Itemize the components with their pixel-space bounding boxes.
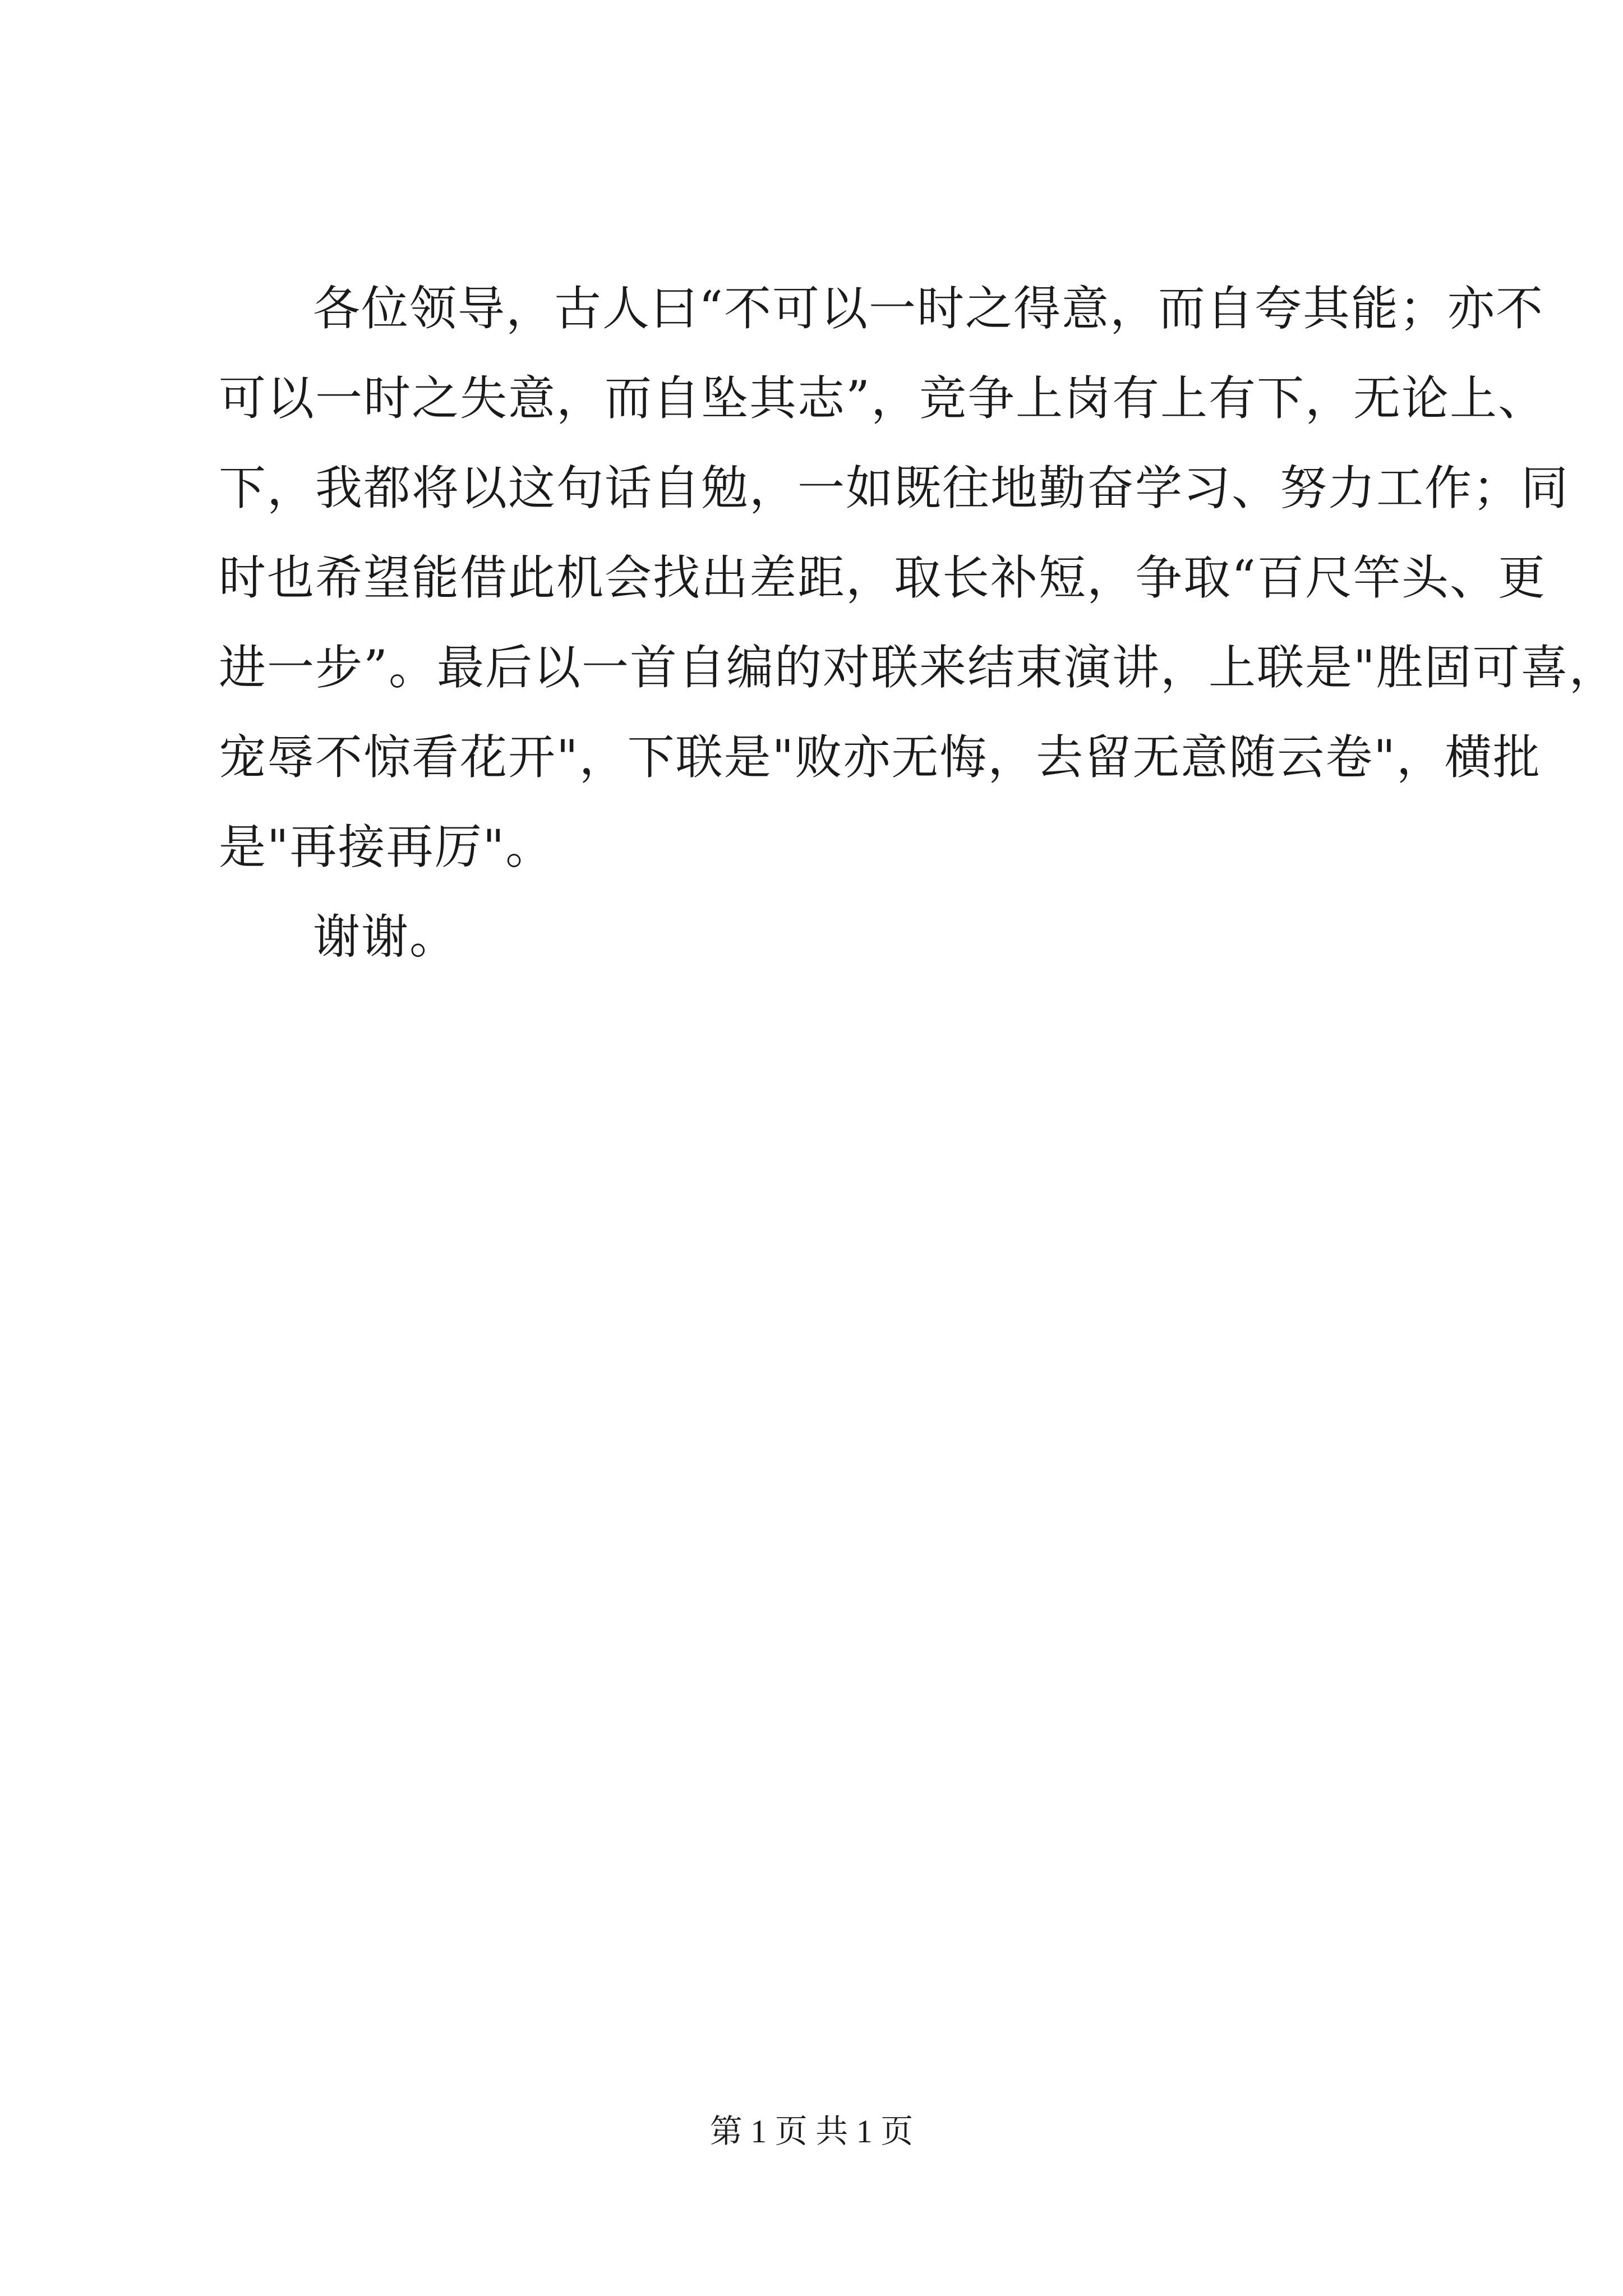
page-footer: 第 1 页 共 1 页 bbox=[709, 2113, 914, 2150]
paragraph-line-1: 各位领导，古人曰“不可以一时之得意，而自夸其能；亦不 bbox=[313, 281, 1544, 336]
paragraph-line-7: 是"再接再厉"。 bbox=[219, 820, 554, 875]
paragraph-line-3: 下，我都将以这句话自勉，一如既往地勤奋学习、努力工作；同 bbox=[219, 461, 1570, 516]
paragraph-line-4: 时也希望能借此机会找出差距，取长补短，争取“百尺竿头、更 bbox=[219, 550, 1546, 605]
paragraph-line-6: 宠辱不惊看花开"，下联是"败亦无悔，去留无意随云卷"，横批 bbox=[219, 730, 1541, 785]
paragraph-line-5: 进一步”。最后以一首自编的对联来结束演讲，上联是"胜固可喜， bbox=[219, 640, 1617, 695]
speech-paragraph bbox=[219, 264, 1617, 892]
closing-thanks: 谢谢。 bbox=[313, 909, 458, 964]
paragraph-line-2: 可以一时之失意，而自坠其志”，竞争上岗有上有下，无论上、 bbox=[219, 371, 1546, 426]
